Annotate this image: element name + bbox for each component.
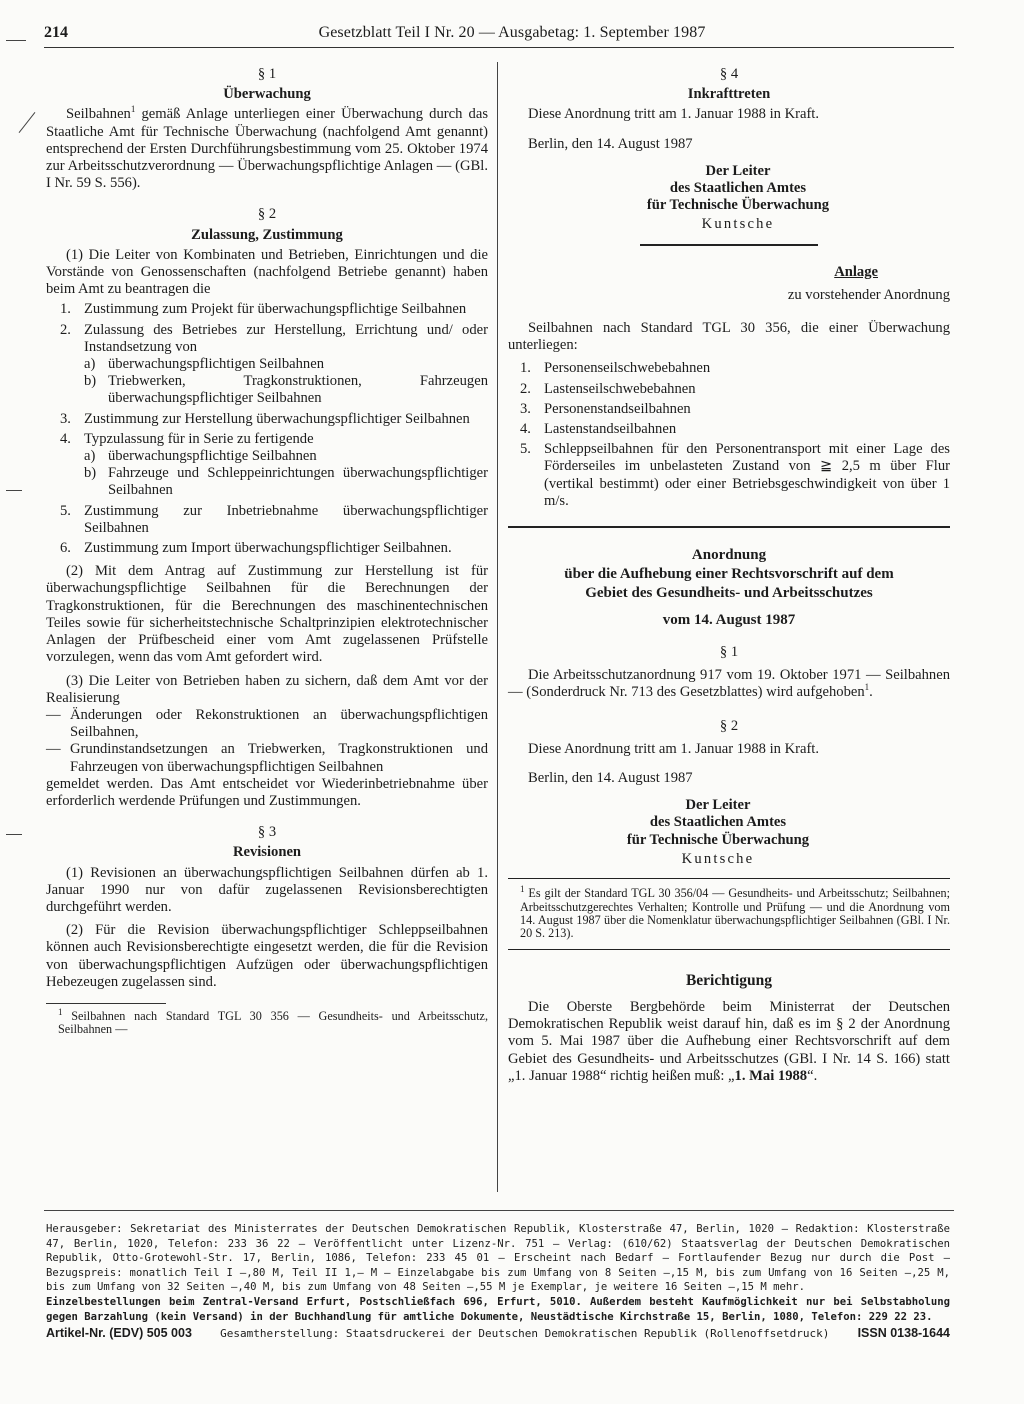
impressum-publisher: Herausgeber: Sekretariat des Ministerrates der Deutschen Demokratischen Republik, Klosterstraße 47, Berlin, 1020 — Redaktion: Klosterstraße 47, Berlin, 1020, Telefon: 233 36 22 — Veröffentlicht unter Lizenz-Nr. 751 — Verlag: (610/62) Staatsverlag der Deutschen Demokratischen Republik, Otto-Grotewohl-Str. 17, Berlin, 1086, Telefon: 233 45 01 — Erscheint nach Bedarf — Fortlaufender Bezug nur durch die Post — Bezugspreis: monatlich Teil I —,80 M, Teil II 1,— M — Einzelabgabe bis zum Umfang von 8 Seiten —,15 M, bis zum Umfang von 16 Seiten —,25 M, bis zum Umfang von 32 Seiten —,40 M, bis zum Umfang von 48 Seiten —,55 M je Exemplar, je weitere 16 Seiten —,15 M mehr.: [46, 1223, 950, 1294]
anordnung-section-1-number: § 1: [719, 644, 739, 661]
impressum-orders: Einzelbestellungen beim Zentral-Versand Erfurt, Postschließfach 696, Erfurt, 5010. Außerdem besteht Kaufmöglichkeit nur bei Selbstabholung gegen Barzahlung (kein Versand) in der Buchhandlung für amtliche Dokumente, Neustädtische Kirchstraße 15, Berlin, 1080, Telefon: 229 22 23.: [46, 1295, 950, 1323]
signature-line-2: des Staatlichen Amtes: [649, 814, 787, 831]
dash-item: — Grundinstandsetzungen an Triebwerken, Tragkonstruktionen und Fahrzeugen von überwachungspflichtigen Seilbahnen: [46, 741, 488, 775]
section-divider: [508, 526, 950, 528]
signature-name: Kuntsche: [701, 216, 775, 233]
signature-name: Kuntsche: [681, 850, 755, 867]
margin-pencil-stroke: [19, 112, 36, 133]
margin-mark: [6, 40, 26, 41]
section-2-list: [46, 301, 488, 557]
section-2-para-1: (1) Die Leiter von Kombinaten und Betrieben, Einrichtungen und die Vorstände von Genossenschaften (nachfolgend Betriebe genannt) haben beim Amt zu beantragen die: [46, 246, 488, 298]
section-2-title: Zulassung, Zustimmung: [191, 226, 343, 243]
left-column: [46, 66, 488, 1037]
impressum-rule: [44, 1210, 954, 1211]
anlage-title: Anlage: [834, 263, 878, 280]
section-1-text: Seilbahnen$^1$ gemäß Anlage unterliegen einer Überwachung durch das Staatliche Amt für Technische Überwachung (nachfolgend Amt genannt) entsprechend der Ersten Durchführungsbestimmung vom 25. Oktober 1974 zur Arbeitsschutzverordnung — Überwachungspflichtige Anlagen — (GBl. I Nr. 59 S. 556).: [46, 104, 488, 192]
section-2-para-4: gemeldet werden. Das Amt entscheidet vor Wiederinbetriebnahme über erforderlich werdende Prüfungen und Zustimmungen.: [46, 775, 488, 809]
header-rule: [44, 47, 954, 48]
list-item: 6. Zustimmung zum Import überwachungspflichtiger Seilbahnen.: [60, 540, 452, 557]
place-date: Berlin, den 14. August 1987: [528, 135, 693, 152]
right-footnote: $^1$ Es gilt der Standard TGL 30 356/04 — Gesundheits- und Arbeitsschutz; Seilbahnen; Arbeitsschutzgerechtes Verhalten; Kontrolle und Prüfung — und die Anordnung vom 14. August 1987 über die Nomenklatur überwachungspflichtiger Seilbahnen (GBl. I Nr. 20 S. 213).: [520, 884, 950, 941]
section-2-para-2: (2) Mit dem Antrag auf Zustimmung zur Herstellung ist für überwachungspflichtige Seilbahnen für die Berechnungen der Tragkonstruktionen, für die Berechnungen des maschinentechnischen Teiles sowie für sicherheitstechnische Schaltprinzipien elektrotechnischer Anlagen der Prüfbescheid einer vom Amt zugelassenen Prüfstelle vorzulegen, wenn das vom Amt gefordert wird.: [46, 563, 488, 666]
section-4-title: Inkrafttreten: [687, 86, 771, 103]
section-4-text: Diese Anordnung tritt am 1. Januar 1988 in Kraft.: [528, 106, 820, 123]
section-divider: [640, 244, 818, 246]
printer-info: Gesamtherstellung: Staatsdruckerei der Deutschen Demokratischen Republik (Rollenoffsetdruck): [220, 1327, 830, 1340]
berichtigung-text: Die Oberste Bergbehörde beim Ministerrat der Deutschen Demokratischen Republik weist darauf hin, daß es im § 2 der Anordnung vom 5. Mai 1987 über die Aufhebung einer Rechtsvorschrift auf dem Gebiet des Gesundheits- und Arbeitsschutzes (GBl. I Nr. 14 S. 166) statt „1. Januar 1988“ richtig heißen muß: „1. Mai 1988“.: [508, 998, 950, 1084]
article-number: Artikel-Nr. (EDV) 505 003: [46, 1326, 192, 1340]
section-2-number: § 2: [257, 206, 277, 223]
page-header-title: Gesetzblatt Teil I Nr. 20 — Ausgabetag: 1. September 1987: [318, 24, 706, 41]
issn: ISSN 0138-1644: [857, 1326, 950, 1340]
impressum: [46, 1222, 950, 1324]
anordnung-section-2-number: § 2: [719, 717, 739, 734]
anordnung-title-line-3: Gebiet des Gesundheits- und Arbeitsschutzes: [585, 585, 873, 602]
signature-line-3: für Technische Überwachung: [626, 831, 810, 848]
list-item: b) Triebwerken, Tragkonstruktionen, Fahrzeugen überwachungspflichtiger Seilbahnen: [84, 373, 488, 407]
section-1-title: Überwachung: [223, 86, 311, 103]
signature-block: [638, 163, 838, 234]
section-3-para-1: (1) Revisionen an überwachungspflichtigen Seilbahnen dürfen ab 1. Januar 1990 nur von dafür zugelassenen Revisionsberechtigten durchgeführt werden.: [46, 864, 488, 915]
anordnung-title: Anordnung: [691, 547, 767, 564]
column-separator: [497, 62, 498, 1192]
signature-line-1: Der Leiter: [705, 162, 771, 179]
list-item: 1. Personenseilschwebebahnen: [520, 360, 711, 377]
anlage-block: [508, 264, 950, 510]
signature-block-2: [618, 797, 818, 868]
section-3-number: § 3: [257, 824, 277, 841]
list-item: 4. Lastenstandseilbahnen: [520, 421, 677, 438]
section-2-para-3: (3) Die Leiter von Betrieben haben zu sichern, daß dem Amt vor der Realisierung: [46, 672, 488, 706]
page-number: 214: [44, 24, 68, 41]
footnote-rule: [46, 1003, 166, 1004]
section-4-number: § 4: [719, 66, 739, 82]
anordnung-title-line-2: über die Aufhebung einer Rechtsvorschrift auf dem: [564, 566, 894, 583]
list-item: a) überwachungspflichtige Seilbahnen: [84, 448, 317, 465]
list-item: b) Fahrzeuge und Schleppeinrichtungen überwachungspflichtiger Seilbahnen: [84, 465, 488, 499]
right-column: [508, 66, 950, 1085]
list-item: 1. Zustimmung zum Projekt für überwachungspflichtige Seilbahnen: [60, 301, 467, 318]
impressum-bottom-row: [46, 1326, 950, 1340]
list-item: 3. Zustimmung zur Herstellung überwachungspflichtiger Seilbahnen: [60, 410, 470, 427]
footnote-rule: [508, 878, 950, 879]
section-divider: [508, 949, 950, 950]
list-item: 3. Personenstandseilbahnen: [520, 400, 691, 417]
list-item: 2. Zulassung des Betriebes zur Herstellung, Errichtung und/ oder Instandsetzung von: [60, 321, 488, 355]
anordnung-section-1-text: Die Arbeitsschutzanordnung 917 vom 19. Oktober 1971 — Seilbahnen — (Sonderdruck Nr. 713 des Gesetzblattes) wird aufgehoben$^1$.: [508, 667, 950, 701]
margin-mark: [6, 834, 22, 835]
list-item: 4. Typzulassung für in Serie zu fertigende: [60, 430, 314, 447]
place-date-2: Berlin, den 14. August 1987: [528, 770, 693, 787]
berichtigung-title: Berichtigung: [685, 971, 773, 989]
signature-line-1: Der Leiter: [685, 797, 751, 814]
list-item: 5. Zustimmung zur Inbetriebnahme überwachungspflichtiger Seilbahnen: [60, 502, 488, 536]
section-1-number: § 1: [257, 66, 277, 82]
signature-line-3: für Technische Überwachung: [646, 197, 830, 214]
signature-line-2: des Staatlichen Amtes: [669, 180, 807, 197]
list-item: 5. Schleppseilbahnen für den Personentransport mit einer Lage des Förderseiles im unbelasteten Zustand von ≧ 2,5 m über Flur (vertikal bestimmt) oder einer Betriebsgeschwindigkeit von über 1 m/s.: [520, 441, 950, 509]
list-item: 2. Lastenseilschwebebahnen: [520, 380, 696, 397]
section-3-title: Revisionen: [232, 844, 302, 861]
margin-mark: [6, 490, 22, 491]
anordnung-section-2-text: Diese Anordnung tritt am 1. Januar 1988 in Kraft.: [528, 740, 820, 757]
left-footnote: $^1$ Seilbahnen nach Standard TGL 30 356 — Gesundheits- und Arbeitsschutz, Seilbahnen —: [58, 1006, 488, 1037]
anlage-subtitle: zu vorstehender Anordnung: [787, 286, 950, 303]
anordnung-date: vom 14. August 1987: [662, 612, 796, 629]
dash-item: — Änderungen oder Rekonstruktionen an überwachungspflichtigen Seilbahnen,: [46, 706, 488, 741]
anlage-list: [508, 360, 950, 510]
anlage-intro: Seilbahnen nach Standard TGL 30 356, die einer Überwachung unterliegen:: [508, 320, 950, 354]
list-item: a) überwachungspflichtigen Seilbahnen: [84, 356, 325, 373]
anordnung-heading: [508, 546, 950, 630]
section-3-para-2: (2) Für die Revision überwachungspflichtiger Schleppseilbahnen können auch Revisionsberechtigte eingesetzt werden, die für die Revision von überwachungspflichtigen Aufzügen oder überwachungspflichtigen Hebezeugen zugelassen sind.: [46, 922, 488, 990]
